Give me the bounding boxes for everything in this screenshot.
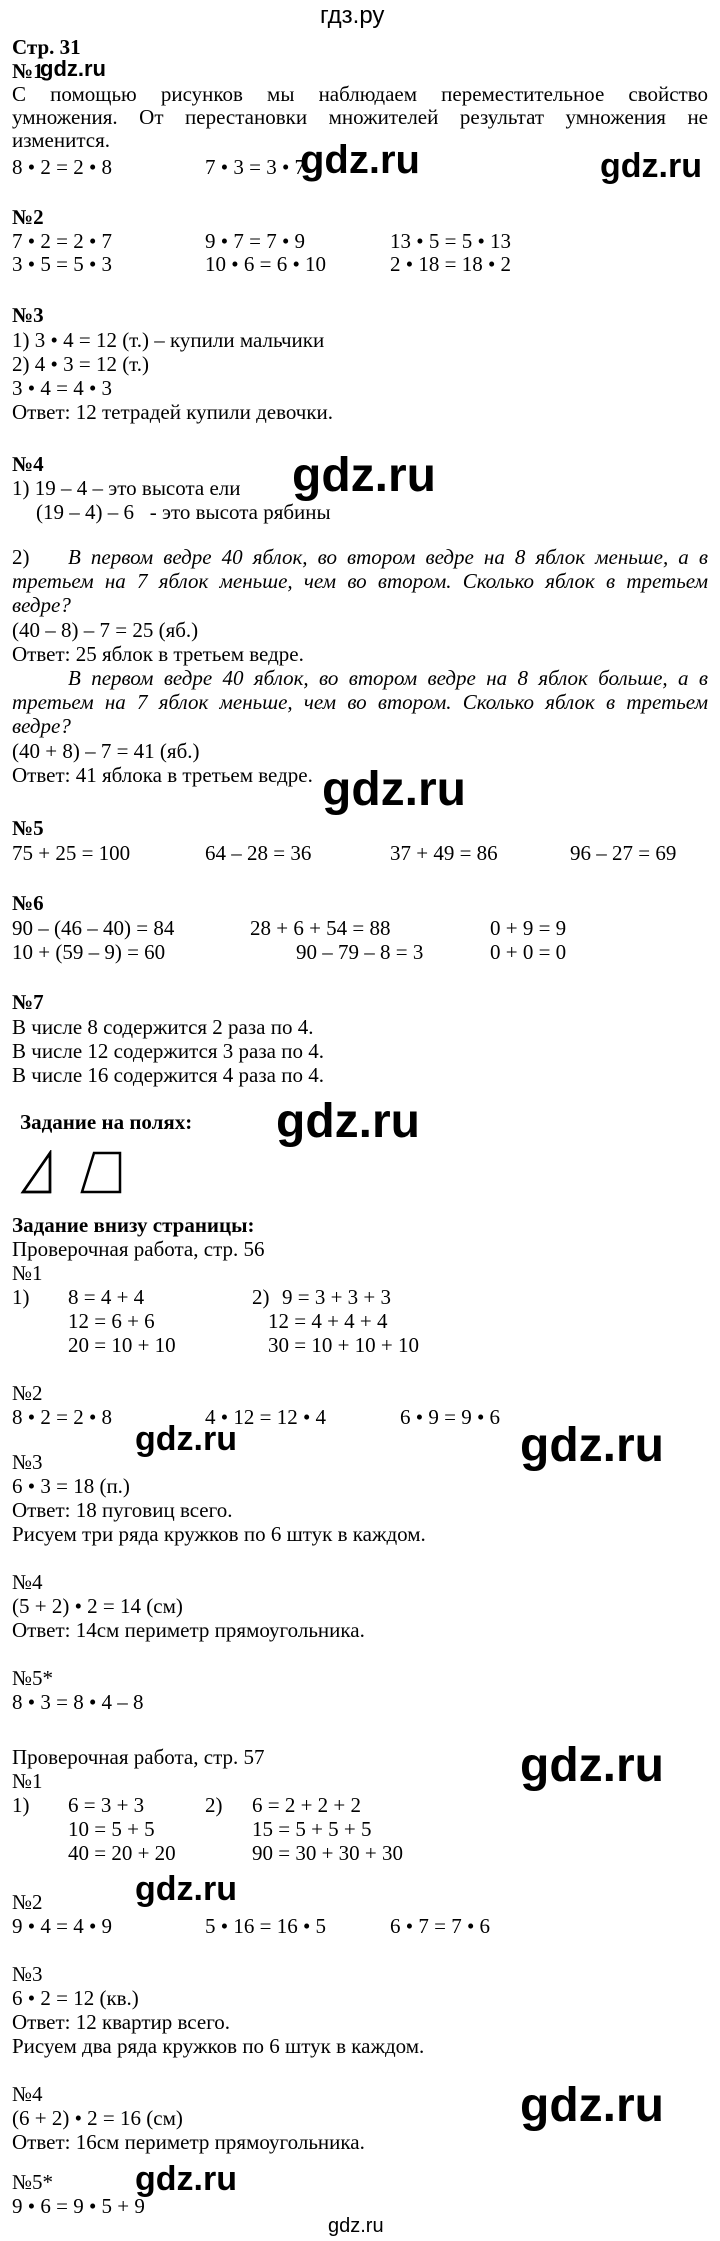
task4-problem-line: третьем на 7 яблок меньше, чем во втором. Сколько яблок в третьем xyxy=(12,690,708,714)
task4-problem-line: ведре? xyxy=(12,714,71,738)
watermark: gdz.ru xyxy=(292,449,436,502)
w56-n2-equation: 6 • 9 = 9 • 6 xyxy=(400,1405,501,1429)
task4-problem-line: третьем на 7 яблок меньше, чем во втором. Сколько яблок в третьем xyxy=(12,569,708,593)
w57-n3-answer: Ответ: 12 квартир всего. xyxy=(12,2010,231,2034)
inline-watermark: gdz.ru xyxy=(40,56,106,81)
task1-equation: 7 • 3 = 3 • 7 xyxy=(205,155,306,179)
w57-n5-number: №5* xyxy=(12,2170,54,2194)
w56-n5-equation: 8 • 3 = 8 • 4 – 8 xyxy=(12,1690,144,1714)
page-ref: Стр. 31 xyxy=(12,35,81,59)
w56-n5-number: №5* xyxy=(12,1666,54,1690)
task7-number: №7 xyxy=(12,990,44,1014)
w57-n1-equation: 90 = 30 + 30 + 30 xyxy=(252,1841,404,1865)
watermark: gdz.ru xyxy=(135,2160,237,2198)
watermark: gdz.ru xyxy=(322,763,466,816)
task2-equation: 10 • 6 = 6 • 10 xyxy=(205,252,327,276)
w56-n1-equation: 30 = 10 + 10 + 10 xyxy=(268,1333,420,1357)
w56-n2-equation: 8 • 2 = 2 • 8 xyxy=(12,1405,113,1429)
w56-n1-col1-label: 1) xyxy=(12,1285,30,1309)
task4-part2-number: 2) xyxy=(12,545,30,569)
margin-task-title: Задание на полях: xyxy=(20,1110,193,1134)
w56-n3-number: №3 xyxy=(12,1450,43,1474)
w57-n1-equation: 40 = 20 + 20 xyxy=(68,1841,176,1865)
w57-n1-number: №1 xyxy=(12,1769,43,1793)
task1-text-line: умножения. От перестановки множителей результат умножения не xyxy=(12,105,708,129)
task5-equation: 96 – 27 = 69 xyxy=(570,841,677,865)
task6-number: №6 xyxy=(12,891,44,915)
task2-number: №2 xyxy=(12,205,44,229)
task7-line: В числе 12 содержится 3 раза по 4. xyxy=(12,1039,324,1063)
watermark: gdz.ru xyxy=(600,147,702,185)
w57-n1-equation: 15 = 5 + 5 + 5 xyxy=(252,1817,372,1841)
task4-line: (19 – 4) – 6 - это высота рябины xyxy=(36,500,331,524)
task3-line: 2) 4 • 3 = 12 (т.) xyxy=(12,352,150,376)
task7-line: В числе 16 содержится 4 раза по 4. xyxy=(12,1063,324,1087)
task6-equation: 10 + (59 – 9) = 60 xyxy=(12,940,166,964)
task6-equation: 90 – 79 – 8 = 3 xyxy=(296,940,424,964)
w56-n1-equation: 20 = 10 + 10 xyxy=(68,1333,176,1357)
watermark: gdz.ru xyxy=(135,1870,237,1908)
w56-n1-equation: 12 = 4 + 4 + 4 xyxy=(268,1309,388,1333)
task3-answer: Ответ: 12 тетрадей купили девочки. xyxy=(12,400,334,424)
w57-n1-col2-label: 2) xyxy=(205,1793,223,1817)
w57-n4-number: №4 xyxy=(12,2082,43,2106)
w56-n4-equation: (5 + 2) • 2 = 14 (см) xyxy=(12,1594,183,1618)
task6-equation: 28 + 6 + 54 = 88 xyxy=(250,916,391,940)
w57-n1-equation: 6 = 2 + 2 + 2 xyxy=(252,1793,362,1817)
w56-n3-answer: Ответ: 18 пуговиц всего. xyxy=(12,1498,233,1522)
w56-n1-equation: 8 = 4 + 4 xyxy=(68,1285,145,1309)
task2-equation: 9 • 7 = 7 • 9 xyxy=(205,229,306,253)
task4-answer: Ответ: 41 яблока в третьем ведре. xyxy=(12,763,313,787)
w56-n1-equation: 9 = 3 + 3 + 3 xyxy=(282,1285,392,1309)
check-work-57-title: Проверочная работа, стр. 57 xyxy=(12,1745,265,1769)
w57-n4-answer: Ответ: 16см периметр прямоугольника. xyxy=(12,2130,365,2154)
task4-problem-line: В первом ведре 40 яблок, во втором ведре на 8 яблок больше, а в xyxy=(68,666,708,690)
task3-number: №3 xyxy=(12,303,44,327)
task1-text-line: изменится. xyxy=(12,128,110,152)
w56-n2-equation: 4 • 12 = 12 • 4 xyxy=(205,1405,327,1429)
task1-text-line: С помощью рисунков мы наблюдаем переместительное свойство xyxy=(12,82,708,106)
task6-equation: 90 – (46 – 40) = 84 xyxy=(12,916,175,940)
watermark: gdz.ru xyxy=(520,1739,664,1792)
task4-line: 1) 19 – 4 – это высота ели xyxy=(12,476,241,500)
triangle-outline xyxy=(23,1153,50,1192)
w56-n3-note: Рисуем три ряда кружков по 6 штук в каждом. xyxy=(12,1522,426,1546)
w57-n2-equation: 5 • 16 = 16 • 5 xyxy=(205,1914,327,1938)
footer-site: gdz.ru xyxy=(328,2215,384,2237)
w56-n1-equation: 12 = 6 + 6 xyxy=(68,1309,155,1333)
watermark: gdz.ru xyxy=(520,1419,664,1472)
check-work-56-title: Проверочная работа, стр. 56 xyxy=(12,1237,265,1261)
task2-equation: 13 • 5 = 5 • 13 xyxy=(390,229,512,253)
bottom-task-title: Задание внизу страницы: xyxy=(12,1213,255,1237)
task6-equation: 0 + 9 = 9 xyxy=(490,916,567,940)
w57-n2-number: №2 xyxy=(12,1890,43,1914)
w57-n3-equation: 6 • 2 = 12 (кв.) xyxy=(12,1986,139,2010)
geometric-shapes-figure xyxy=(20,1150,130,1195)
w56-n4-number: №4 xyxy=(12,1570,43,1594)
watermark: gdz.ru xyxy=(135,1420,237,1458)
watermark: gdz.ru xyxy=(276,1095,420,1148)
w56-n1-col2-label: 2) xyxy=(252,1285,270,1309)
task1-equation: 8 • 2 = 2 • 8 xyxy=(12,155,113,179)
w57-n1-equation: 10 = 5 + 5 xyxy=(68,1817,155,1841)
w56-n2-number: №2 xyxy=(12,1381,43,1405)
task7-line: В числе 8 содержится 2 раза по 4. xyxy=(12,1015,314,1039)
task4-number: №4 xyxy=(12,452,44,476)
w57-n3-note: Рисуем два ряда кружков по 6 штук в каждом. xyxy=(12,2034,425,2058)
trapezoid-shape xyxy=(82,1153,120,1192)
task2-equation: 3 • 5 = 5 • 3 xyxy=(12,252,113,276)
task1-number: №1 xyxy=(12,59,44,83)
w57-n3-number: №3 xyxy=(12,1962,43,1986)
task4-equation: (40 – 8) – 7 = 25 (яб.) xyxy=(12,618,199,642)
w56-n3-equation: 6 • 3 = 18 (п.) xyxy=(12,1474,130,1498)
w57-n1-equation: 6 = 3 + 3 xyxy=(68,1793,145,1817)
task3-line: 3 • 4 = 4 • 3 xyxy=(12,376,113,400)
task3-line: 1) 3 • 4 = 12 (т.) – купили мальчики xyxy=(12,328,325,352)
task5-equation: 75 + 25 = 100 xyxy=(12,841,131,865)
task5-number: №5 xyxy=(12,816,44,840)
task4-answer: Ответ: 25 яблок в третьем ведре. xyxy=(12,642,304,666)
task4-problem-line: ведре? xyxy=(12,593,71,617)
watermark: gdz.ru xyxy=(520,2079,664,2132)
w57-n1-col1-label: 1) xyxy=(12,1793,30,1817)
watermark: gdz.ru xyxy=(300,138,420,182)
w57-n5-equation: 9 • 6 = 9 • 5 + 9 xyxy=(12,2194,145,2218)
task2-equation: 7 • 2 = 2 • 7 xyxy=(12,229,113,253)
w57-n4-equation: (6 + 2) • 2 = 16 (см) xyxy=(12,2106,183,2130)
site-header: гдз.ру xyxy=(320,2,385,29)
w57-n2-equation: 6 • 7 = 7 • 6 xyxy=(390,1914,491,1938)
task6-equation: 0 + 0 = 0 xyxy=(490,940,567,964)
task2-equation: 2 • 18 = 18 • 2 xyxy=(390,252,512,276)
task4-problem-line: В первом ведре 40 яблок, во втором ведре на 8 яблок меньше, а в xyxy=(68,545,708,569)
task5-equation: 64 – 28 = 36 xyxy=(205,841,312,865)
w57-n2-equation: 9 • 4 = 4 • 9 xyxy=(12,1914,113,1938)
task5-equation: 37 + 49 = 86 xyxy=(390,841,498,865)
w56-n1-number: №1 xyxy=(12,1261,43,1285)
w56-n4-answer: Ответ: 14см периметр прямоугольника. xyxy=(12,1618,365,1642)
task4-equation: (40 + 8) – 7 = 41 (яб.) xyxy=(12,739,200,763)
